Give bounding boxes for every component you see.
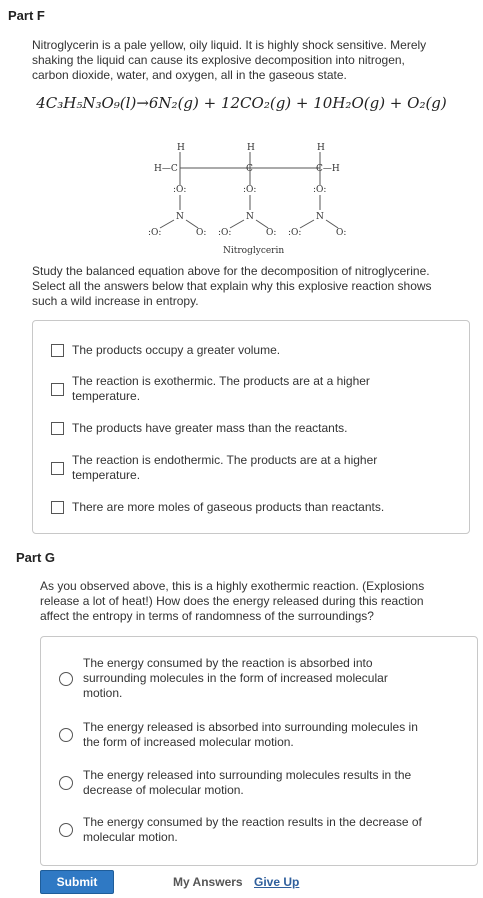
svg-text:H: H <box>177 143 185 153</box>
svg-text:O:: O: <box>266 228 277 238</box>
question-line: such a wild increase in entropy. <box>32 294 199 308</box>
checkbox[interactable] <box>51 344 64 357</box>
radio-button[interactable] <box>59 823 73 837</box>
svg-text:O:: O: <box>196 228 207 238</box>
checkbox-option[interactable] <box>51 453 377 483</box>
svg-text:O:: O: <box>336 228 347 238</box>
radio-button[interactable] <box>59 728 73 742</box>
part-f-question <box>32 264 432 309</box>
option-label: The reaction is endothermic. The products are at a higher temperature. <box>72 453 378 482</box>
option-label: The energy consumed by the reaction is absorbed into surrounding molecules in the form of increased molecular motion. <box>83 656 388 700</box>
checkbox-option[interactable] <box>51 500 384 515</box>
radio-option[interactable] <box>59 656 388 701</box>
svg-text:C: C <box>246 164 253 174</box>
option-label: The energy consumed by the reaction results in the decrease of molecular motion. <box>83 815 422 844</box>
radio-button[interactable] <box>59 672 73 686</box>
question-line: affect the entropy in terms of randomness of the surroundings? <box>40 609 374 623</box>
part-f-title: Part F <box>8 8 45 23</box>
part-g-question <box>40 579 424 624</box>
svg-text:H: H <box>247 143 255 153</box>
decomposition-equation: 4C₃H₅N₃O₉(l)→6N₂(g) + 12CO₂(g) + 10H₂O(g) + O₂(g) <box>36 94 447 112</box>
question-line: Study the balanced equation above for the decomposition of nitroglycerine. <box>32 264 430 278</box>
svg-text:C—H: C—H <box>316 164 340 174</box>
molecule-caption: Nitroglycerin <box>223 246 285 256</box>
intro-line: carbon dioxide, water, and oxygen, all in the gaseous state. <box>32 68 347 82</box>
svg-text::O:: :O: <box>148 228 162 238</box>
radio-option[interactable] <box>59 768 411 798</box>
option-label: The products occupy a greater volume. <box>72 343 281 357</box>
svg-text::O:: :O: <box>218 228 232 238</box>
checkbox[interactable] <box>51 422 64 435</box>
svg-text:N: N <box>246 212 254 222</box>
option-label: There are more moles of gaseous products than reactants. <box>72 500 385 514</box>
radio-option[interactable] <box>59 815 422 845</box>
part-g-options-box <box>40 636 478 866</box>
svg-text:H—C: H—C <box>154 164 178 174</box>
svg-text::O:: :O: <box>243 185 257 195</box>
option-label: The energy released into surrounding molecules results in the decrease of molecular motion. <box>83 768 412 797</box>
svg-text:N: N <box>176 212 184 222</box>
option-label: The products have greater mass than the reactants. <box>72 421 348 435</box>
checkbox[interactable] <box>51 501 64 514</box>
checkbox-option[interactable] <box>51 421 347 436</box>
radio-button[interactable] <box>59 776 73 790</box>
checkbox[interactable] <box>51 383 64 396</box>
question-line: Select all the answers below that explain why this explosive reaction shows <box>32 279 432 293</box>
part-f-intro <box>32 38 426 83</box>
checkbox[interactable] <box>51 462 64 475</box>
option-label: The energy released is absorbed into surrounding molecules in the form of increased molecular motion. <box>83 720 418 749</box>
give-up-link[interactable]: Give Up <box>254 875 300 889</box>
checkbox-option[interactable] <box>51 343 280 358</box>
submit-button[interactable]: Submit <box>40 870 114 894</box>
nitroglycerin-structure <box>130 140 360 260</box>
svg-text::O:: :O: <box>313 185 327 195</box>
question-line: As you observed above, this is a highly exothermic reaction. (Explosions <box>40 579 425 593</box>
svg-text:H: H <box>317 143 325 153</box>
my-answers-link[interactable]: My Answers <box>173 875 243 889</box>
intro-line: Nitroglycerin is a pale yellow, oily liquid. It is highly shock sensitive. Merely <box>32 38 427 52</box>
question-line: release a lot of heat!) How does the energy released during this reaction <box>40 594 424 608</box>
checkbox-option[interactable] <box>51 374 370 404</box>
part-f-options-box <box>32 320 470 534</box>
radio-option[interactable] <box>59 720 418 750</box>
svg-text::O:: :O: <box>173 185 187 195</box>
svg-text:N: N <box>316 212 324 222</box>
part-g-title: Part G <box>16 550 56 565</box>
intro-line: shaking the liquid can cause its explosive decomposition into nitrogen, <box>32 53 405 67</box>
svg-text::O:: :O: <box>288 228 302 238</box>
option-label: The reaction is exothermic. The products are at a higher temperature. <box>72 374 370 403</box>
